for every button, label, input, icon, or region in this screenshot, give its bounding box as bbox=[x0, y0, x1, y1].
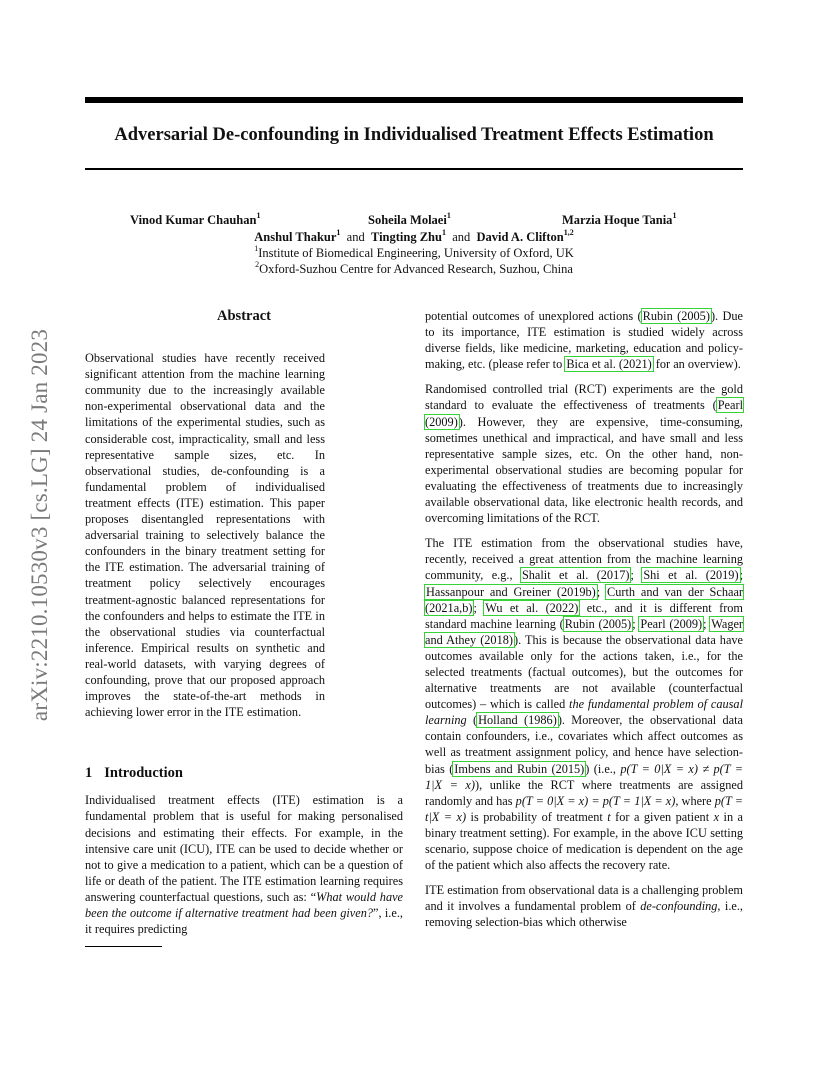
author-name: Tingting Zhu$^1$ bbox=[370, 228, 446, 244]
author-name: Marzia Hoque Tania$^1$ bbox=[562, 211, 677, 227]
right-column bbox=[425, 308, 743, 939]
citation-link[interactable]: Pearl (2009) bbox=[425, 398, 743, 429]
citation-link[interactable]: Rubin (2005) bbox=[564, 616, 632, 631]
section-heading-introduction bbox=[85, 765, 403, 781]
citation-link[interactable]: Shi et al. (2019) bbox=[643, 568, 739, 583]
author-block bbox=[85, 212, 743, 277]
arxiv-stamp-text: arXiv:2210.10530v3 [cs.LG] 24 Jan 2023 bbox=[27, 328, 52, 722]
abstract-text: Observational studies have recently received significant attention from the machine learning community due to the increasingly available non-experimental observational data and the limitations of the experimental studies, such as considerable cost, impracticality, small and less representative sample sizes, etc. In observational studies, de-confounding is a fundamental problem of individualised treatment effects (ITE) estimation. This paper proposes disentangled representations with adversarial training to selectively balance the confounders in the binary treatment setting for the ITE estimation. The adversarial training of treatment policy selectively encourages treatment-agnostic balanced representations for the confounders and helps to estimate the ITE in the observational studies via counterfactual inference. Empirical results on synthetic and real-world datasets, with varying degrees of confounding, prove that our proposed approach improves the state-of-the-art methods in achieving lower error in the ITE estimation. bbox=[85, 351, 325, 720]
section-number: 1 bbox=[85, 765, 93, 782]
author-name: David A. Clifton$^{1,2}$ bbox=[476, 228, 574, 244]
math-inline: p(T = 0|X = x) = p(T = 1|X = x) bbox=[515, 793, 676, 808]
title-top-rule bbox=[85, 97, 743, 103]
author-name: Vinod Kumar Chauhan$^1$ bbox=[130, 211, 261, 227]
citation-link[interactable]: Shalit et al. (2017) bbox=[521, 568, 630, 583]
citation-link[interactable]: Curth and van der Schaar (2021a,b) bbox=[425, 584, 743, 615]
citation-link[interactable]: Rubin (2005) bbox=[642, 309, 710, 323]
abstract-heading: Abstract bbox=[217, 308, 271, 324]
affiliation-2: $^2$Oxford-Suzhou Centre for Advanced Research, Suzhou, China bbox=[255, 260, 573, 276]
paper-title: Adversarial De-confounding in Individualised Treatment Effects Estimation bbox=[114, 125, 714, 145]
author-name: Anshul Thakur$^1$ bbox=[254, 228, 341, 244]
arxiv-side-stamp bbox=[20, 290, 60, 760]
title-bottom-rule bbox=[85, 168, 743, 170]
author-line-2 bbox=[85, 229, 743, 245]
left-column bbox=[85, 308, 403, 947]
intro-paragraph-2: potential outcomes of unexplored actions (Rubin (2005)). Due to its importance, ITE estimation is studied widely across diverse fields, like medicine, marketing, education and policy-making, etc. (please refer to Bica et al. (2021) for an overview). bbox=[425, 309, 743, 372]
intro-paragraph-3: Randomised controlled trial (RCT) experiments are the gold standard to evaluate the effectiveness of treatments (Pearl (2009)). However, they are expensive, time-consuming, sometimes unethical and impractical, and have small and less representative sample sizes, etc. On the other hand, non-experimental observational studies are becoming popular for evaluating the effectiveness of treatments due to increasingly available observational data, like electronic health records, and overcoming limitations of the RCT. bbox=[425, 382, 743, 526]
section-title: Introduction bbox=[104, 765, 183, 782]
math-inline: p(T = t|X = x) bbox=[425, 793, 744, 824]
citation-link[interactable]: Hassanpour and Greiner (2019b) bbox=[426, 584, 596, 599]
affiliation-1: $^1$Institute of Biomedical Engineering, University of Oxford, UK bbox=[254, 244, 574, 260]
intro-paragraph-5: ITE estimation from observational data is a challenging problem and it involves a fundamental problem of de-confounding, i.e., removing selection-bias which otherwise bbox=[425, 883, 743, 930]
citation-link[interactable]: Wager and Athey (2018) bbox=[425, 616, 744, 647]
and-conjunction: and bbox=[346, 230, 365, 244]
intro-paragraph-1: Individualised treatment effects (ITE) estimation is a fundamental problem that is useful for making personalised decisions and estimating their effects. For example, in the intensive care unit (ICU), ITE can be used to decide whether or not to give a medication to a patient, which can be a question of life or death of the patient. The ITE estimation learning requires answering counterfactual questions, such as: “What would have been the outcome if alternative treatment had been given?”, i.e., it requires predicting bbox=[85, 793, 404, 937]
author-line-1 bbox=[85, 212, 743, 229]
citation-link[interactable]: Bica et al. (2021) bbox=[566, 357, 652, 372]
citation-link[interactable]: Imbens and Rubin (2015) bbox=[454, 761, 585, 776]
and-conjunction: and bbox=[452, 230, 471, 244]
math-inline: p(T = 0|X = x) ≠ p(T = 1|X = x) bbox=[425, 761, 743, 792]
intro-paragraph-4: The ITE estimation from the observational studies have, recently, received a great attention from the machine learning community, e.g., Shalit et al. (2017); Shi et al. (2019); Hassanpour and Greiner (2019b); Curth and van der Schaar (2021a,b); Wu et al. (2022) etc., and it is different from standard machine learning (Rubin (2005); Pearl (2009); Wager and Athey (2018)). This is because the observational data have outcomes available only for the actions taken, i.e., for the selected treatments (factual outcomes), but the outcomes for alternative treatments are not available (counterfactual outcomes) – which is called the fundamental problem of causal learning (Holland (1986)). Moreover, the observational data contain confounders, i.e., covariates which affect outcomes as well as treatment assignment policy, and hence have selection-bias (Imbens and Rubin (2015)) (i.e., p(T = 0|X = x) ≠ p(T = 1|X = x)), unlike the RCT where treatments are assigned randomly and has p(T = 0|X = x) = p(T = 1|X = x), where p(T = t|X = x) is probability of treatment t for a given patient x in a binary treatment setting). For example, in the above ICU setting scenario, suppose choice of medication is dependent on the age of the patient which also affects the recovery rate. bbox=[425, 536, 744, 873]
math-inline: t bbox=[607, 809, 611, 824]
citation-link[interactable]: Holland (1986) bbox=[478, 713, 557, 728]
author-name: Soheila Molaei$^1$ bbox=[368, 211, 451, 227]
citation-link[interactable]: Wu et al. (2022) bbox=[485, 600, 579, 615]
footnote-rule bbox=[85, 946, 162, 947]
citation-link[interactable]: Pearl (2009) bbox=[640, 616, 703, 631]
math-inline: x bbox=[713, 809, 720, 824]
